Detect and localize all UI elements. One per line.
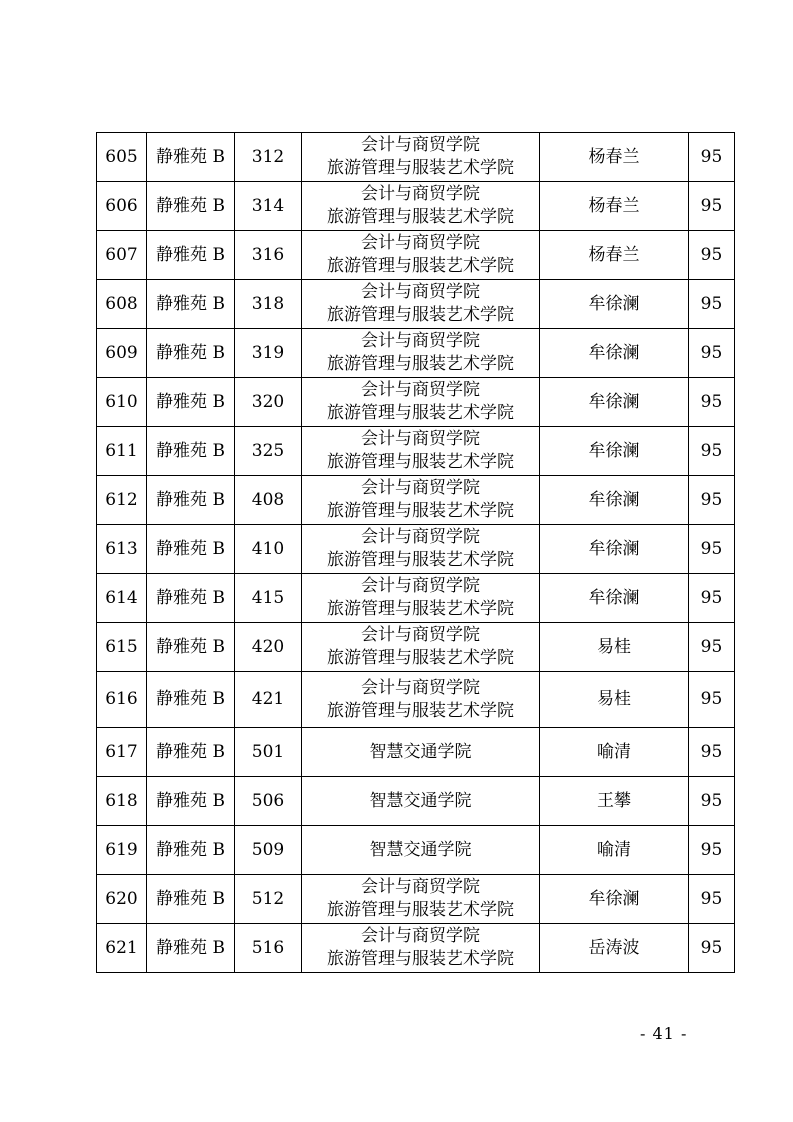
row-number-cell: 605 [97, 133, 147, 182]
table-row [97, 133, 735, 182]
row-number-cell: 621 [97, 924, 147, 973]
row-number-cell: 619 [97, 826, 147, 875]
college-name: 旅游管理与服装艺术学院 [327, 256, 514, 276]
score-cell: 95 [689, 427, 735, 476]
score-cell: 95 [689, 924, 735, 973]
room-number-cell: 421 [235, 672, 302, 728]
college-name: 旅游管理与服装艺术学院 [327, 550, 514, 570]
person-in-charge-cell: 牟徐澜 [540, 427, 689, 476]
dormitory-score-table-container [96, 132, 734, 973]
row-number-cell: 615 [97, 623, 147, 672]
room-number-cell: 319 [235, 329, 302, 378]
person-in-charge-cell: 易桂 [540, 672, 689, 728]
room-number-cell: 320 [235, 378, 302, 427]
score-cell: 95 [689, 728, 735, 777]
college-name: 会计与商贸学院 [361, 331, 480, 351]
college-name: 旅游管理与服装艺术学院 [327, 207, 514, 227]
table-row [97, 525, 735, 574]
room-number-cell: 415 [235, 574, 302, 623]
college-name: 会计与商贸学院 [361, 576, 480, 596]
college-name: 智慧交通学院 [369, 790, 472, 811]
building-cell: 静雅苑 B [147, 476, 235, 525]
college-name: 旅游管理与服装艺术学院 [327, 700, 514, 721]
college-cell [302, 826, 540, 875]
college-name: 会计与商贸学院 [361, 877, 480, 897]
person-in-charge-cell: 牟徐澜 [540, 525, 689, 574]
person-in-charge-cell: 岳涛波 [540, 924, 689, 973]
room-number-cell: 408 [235, 476, 302, 525]
row-number-cell: 620 [97, 875, 147, 924]
college-name: 会计与商贸学院 [361, 233, 480, 253]
score-cell: 95 [689, 672, 735, 728]
room-number-cell: 410 [235, 525, 302, 574]
table-row [97, 280, 735, 329]
college-name: 旅游管理与服装艺术学院 [327, 599, 514, 619]
table-row [97, 924, 735, 973]
college-name: 会计与商贸学院 [361, 677, 480, 698]
college-cell [302, 672, 540, 728]
table-row [97, 728, 735, 777]
college-cell [302, 875, 540, 924]
row-number-cell: 611 [97, 427, 147, 476]
college-name: 会计与商贸学院 [361, 380, 480, 400]
building-cell: 静雅苑 B [147, 329, 235, 378]
score-cell: 95 [689, 777, 735, 826]
table-row [97, 623, 735, 672]
room-number-cell: 325 [235, 427, 302, 476]
college-name: 旅游管理与服装艺术学院 [327, 949, 514, 969]
score-cell: 95 [689, 574, 735, 623]
person-in-charge-cell: 牟徐澜 [540, 329, 689, 378]
room-number-cell: 420 [235, 623, 302, 672]
room-number-cell: 318 [235, 280, 302, 329]
college-name: 会计与商贸学院 [361, 527, 480, 547]
table-row [97, 672, 735, 728]
score-cell: 95 [689, 182, 735, 231]
person-in-charge-cell: 牟徐澜 [540, 378, 689, 427]
college-cell [302, 924, 540, 973]
score-cell: 95 [689, 378, 735, 427]
table-row [97, 329, 735, 378]
building-cell: 静雅苑 B [147, 574, 235, 623]
row-number-cell: 607 [97, 231, 147, 280]
table-row [97, 182, 735, 231]
college-name: 智慧交通学院 [369, 741, 472, 762]
college-name: 会计与商贸学院 [361, 429, 480, 449]
room-number-cell: 314 [235, 182, 302, 231]
row-number-cell: 618 [97, 777, 147, 826]
college-cell [302, 378, 540, 427]
building-cell: 静雅苑 B [147, 672, 235, 728]
college-name: 旅游管理与服装艺术学院 [327, 158, 514, 178]
person-in-charge-cell: 牟徐澜 [540, 476, 689, 525]
college-cell [302, 623, 540, 672]
row-number-cell: 614 [97, 574, 147, 623]
college-cell [302, 777, 540, 826]
building-cell: 静雅苑 B [147, 182, 235, 231]
room-number-cell: 516 [235, 924, 302, 973]
person-in-charge-cell: 杨春兰 [540, 133, 689, 182]
room-number-cell: 506 [235, 777, 302, 826]
person-in-charge-cell: 易桂 [540, 623, 689, 672]
score-cell: 95 [689, 623, 735, 672]
college-name: 会计与商贸学院 [361, 135, 480, 155]
building-cell: 静雅苑 B [147, 378, 235, 427]
college-name: 智慧交通学院 [369, 839, 472, 860]
college-cell [302, 280, 540, 329]
person-in-charge-cell: 喻清 [540, 728, 689, 777]
row-number-cell: 617 [97, 728, 147, 777]
room-number-cell: 316 [235, 231, 302, 280]
college-cell [302, 182, 540, 231]
college-name: 会计与商贸学院 [361, 926, 480, 946]
row-number-cell: 612 [97, 476, 147, 525]
table-row [97, 777, 735, 826]
college-cell [302, 329, 540, 378]
score-cell: 95 [689, 280, 735, 329]
table-body [97, 133, 735, 973]
college-cell [302, 574, 540, 623]
building-cell: 静雅苑 B [147, 623, 235, 672]
room-number-cell: 509 [235, 826, 302, 875]
table-row [97, 476, 735, 525]
college-name: 会计与商贸学院 [361, 282, 480, 302]
building-cell: 静雅苑 B [147, 280, 235, 329]
table-row [97, 378, 735, 427]
dormitory-score-table [96, 132, 735, 973]
building-cell: 静雅苑 B [147, 728, 235, 777]
person-in-charge-cell: 牟徐澜 [540, 574, 689, 623]
college-name: 旅游管理与服装艺术学院 [327, 648, 514, 668]
page-number: - 41 - [640, 1024, 688, 1043]
building-cell: 静雅苑 B [147, 133, 235, 182]
person-in-charge-cell: 杨春兰 [540, 182, 689, 231]
score-cell: 95 [689, 329, 735, 378]
college-name: 旅游管理与服装艺术学院 [327, 403, 514, 423]
building-cell: 静雅苑 B [147, 525, 235, 574]
college-name: 会计与商贸学院 [361, 184, 480, 204]
college-name: 会计与商贸学院 [361, 625, 480, 645]
score-cell: 95 [689, 826, 735, 875]
room-number-cell: 512 [235, 875, 302, 924]
college-name: 旅游管理与服装艺术学院 [327, 501, 514, 521]
score-cell: 95 [689, 525, 735, 574]
building-cell: 静雅苑 B [147, 875, 235, 924]
college-cell [302, 231, 540, 280]
building-cell: 静雅苑 B [147, 924, 235, 973]
score-cell: 95 [689, 231, 735, 280]
college-name: 旅游管理与服装艺术学院 [327, 900, 514, 920]
table-row [97, 427, 735, 476]
score-cell: 95 [689, 133, 735, 182]
person-in-charge-cell: 王攀 [540, 777, 689, 826]
college-cell [302, 476, 540, 525]
row-number-cell: 616 [97, 672, 147, 728]
college-cell [302, 525, 540, 574]
row-number-cell: 613 [97, 525, 147, 574]
building-cell: 静雅苑 B [147, 777, 235, 826]
table-row [97, 574, 735, 623]
college-name: 会计与商贸学院 [361, 478, 480, 498]
person-in-charge-cell: 杨春兰 [540, 231, 689, 280]
college-cell [302, 133, 540, 182]
college-name: 旅游管理与服装艺术学院 [327, 305, 514, 325]
person-in-charge-cell: 喻清 [540, 826, 689, 875]
college-cell [302, 427, 540, 476]
building-cell: 静雅苑 B [147, 427, 235, 476]
college-cell [302, 728, 540, 777]
table-row [97, 826, 735, 875]
row-number-cell: 610 [97, 378, 147, 427]
row-number-cell: 609 [97, 329, 147, 378]
person-in-charge-cell: 牟徐澜 [540, 875, 689, 924]
room-number-cell: 312 [235, 133, 302, 182]
score-cell: 95 [689, 875, 735, 924]
building-cell: 静雅苑 B [147, 826, 235, 875]
room-number-cell: 501 [235, 728, 302, 777]
table-row [97, 875, 735, 924]
score-cell: 95 [689, 476, 735, 525]
college-name: 旅游管理与服装艺术学院 [327, 354, 514, 374]
row-number-cell: 608 [97, 280, 147, 329]
table-row [97, 231, 735, 280]
row-number-cell: 606 [97, 182, 147, 231]
building-cell: 静雅苑 B [147, 231, 235, 280]
person-in-charge-cell: 牟徐澜 [540, 280, 689, 329]
college-name: 旅游管理与服装艺术学院 [327, 452, 514, 472]
